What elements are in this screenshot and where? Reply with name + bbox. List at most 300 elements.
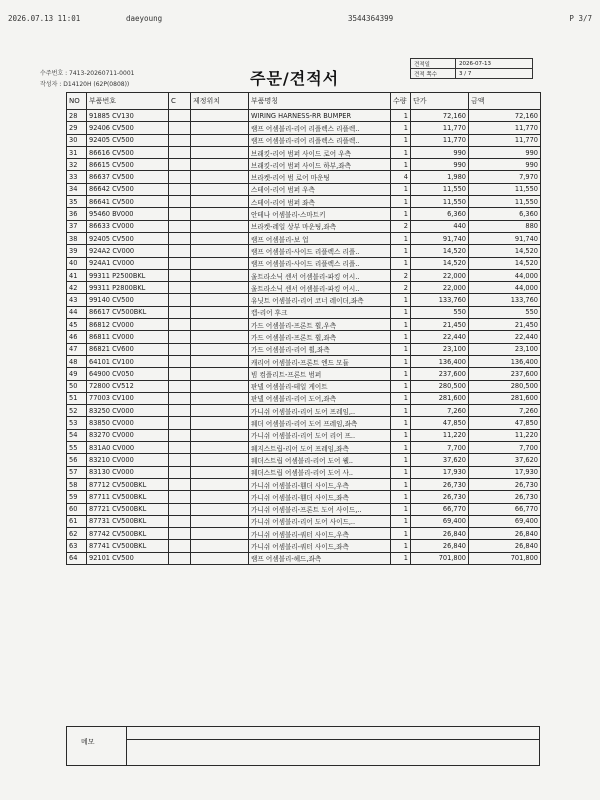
table-row	[67, 478, 541, 490]
row-unit-price: 17,930	[411, 466, 469, 478]
row-amount: 47,850	[469, 417, 541, 429]
row-part-name: 울트라소닉 센서 어셈블리-파킹 어시..	[249, 282, 391, 294]
doc-info	[40, 68, 134, 90]
row-c	[169, 245, 191, 257]
row-qty: 1	[391, 294, 411, 306]
row-unit-price: 237,600	[411, 368, 469, 380]
row-c	[169, 306, 191, 318]
row-unit-price: 7,700	[411, 442, 469, 454]
row-position	[191, 331, 249, 343]
table-row	[67, 196, 541, 208]
row-no: 44	[67, 306, 87, 318]
row-part-number: 64101 CV100	[87, 355, 169, 367]
row-qty: 4	[391, 171, 411, 183]
row-qty: 1	[391, 454, 411, 466]
table-row	[67, 269, 541, 281]
row-part-name: 캡-리어 후크	[249, 306, 391, 318]
row-position	[191, 368, 249, 380]
row-qty: 1	[391, 417, 411, 429]
table-row	[67, 282, 541, 294]
row-qty: 1	[391, 183, 411, 195]
row-position	[191, 171, 249, 183]
row-qty: 1	[391, 159, 411, 171]
row-part-number: 83250 CV000	[87, 405, 169, 417]
table-row	[67, 232, 541, 244]
row-qty: 1	[391, 540, 411, 552]
row-unit-price: 133,760	[411, 294, 469, 306]
row-amount: 44,000	[469, 269, 541, 281]
row-unit-price: 91,740	[411, 232, 469, 244]
row-no: 61	[67, 515, 87, 527]
row-amount: 281,600	[469, 392, 541, 404]
table-row	[67, 306, 541, 318]
row-amount: 72,160	[469, 110, 541, 122]
table-row	[67, 417, 541, 429]
writer: D14120H (62P(0808))	[63, 81, 130, 88]
row-amount: 11,220	[469, 429, 541, 441]
row-no: 62	[67, 528, 87, 540]
row-part-name: 웨더스트립 어셈블리-리어 도어 웰..	[249, 454, 391, 466]
row-c	[169, 282, 191, 294]
row-no: 56	[67, 454, 87, 466]
row-c	[169, 319, 191, 331]
table-row	[67, 528, 541, 540]
row-position	[191, 478, 249, 490]
row-part-number: 99311 P2800BKL	[87, 282, 169, 294]
row-part-name: 가드 어셈블리-프론트 휠,좌측	[249, 331, 391, 343]
table-row	[67, 405, 541, 417]
row-qty: 1	[391, 146, 411, 158]
row-part-number: 83210 CV000	[87, 454, 169, 466]
row-part-number: 99311 P2500BKL	[87, 269, 169, 281]
row-part-number: 87712 CV500BKL	[87, 478, 169, 490]
col-no: NO	[67, 93, 87, 110]
row-c	[169, 294, 191, 306]
row-no: 40	[67, 257, 87, 269]
row-part-name: 램프 어셈블리-리어 리플렉스 리플렉..	[249, 122, 391, 134]
table-row	[67, 319, 541, 331]
row-c	[169, 380, 191, 392]
row-position	[191, 146, 249, 158]
row-part-number: 87741 CV500BKL	[87, 540, 169, 552]
row-unit-price: 440	[411, 220, 469, 232]
row-amount: 7,970	[469, 171, 541, 183]
row-part-number: 86616 CV500	[87, 146, 169, 158]
row-unit-price: 6,360	[411, 208, 469, 220]
row-position	[191, 196, 249, 208]
row-part-number: 86615 CV500	[87, 159, 169, 171]
row-part-number: 86633 CV000	[87, 220, 169, 232]
items-table	[66, 92, 541, 565]
row-no: 36	[67, 208, 87, 220]
row-part-name: 캐리어 어셈블리-프론트 엔드 모듈	[249, 355, 391, 367]
row-no: 37	[67, 220, 87, 232]
row-amount: 17,930	[469, 466, 541, 478]
row-c	[169, 368, 191, 380]
row-amount: 11,770	[469, 134, 541, 146]
table-row	[67, 146, 541, 158]
row-qty: 1	[391, 306, 411, 318]
table-row	[67, 515, 541, 527]
row-c	[169, 232, 191, 244]
row-no: 51	[67, 392, 87, 404]
row-part-name: 램프 어셈블리-헤드,좌측	[249, 552, 391, 564]
row-c	[169, 220, 191, 232]
row-part-name: 가드 어셈블리-프론트 휠,우측	[249, 319, 391, 331]
row-c	[169, 146, 191, 158]
row-c	[169, 208, 191, 220]
row-part-name: 판넬 어셈블리-리어 도어,좌측	[249, 392, 391, 404]
row-unit-price: 26,730	[411, 478, 469, 490]
row-position	[191, 269, 249, 281]
row-c	[169, 159, 191, 171]
row-position	[191, 429, 249, 441]
col-position: 제정위치	[191, 93, 249, 110]
row-unit-price: 26,730	[411, 491, 469, 503]
row-unit-price: 26,840	[411, 540, 469, 552]
row-qty: 1	[391, 319, 411, 331]
row-amount: 11,770	[469, 122, 541, 134]
row-unit-price: 21,450	[411, 319, 469, 331]
row-no: 29	[67, 122, 87, 134]
row-c	[169, 442, 191, 454]
row-no: 52	[67, 405, 87, 417]
row-part-number: 86821 CV600	[87, 343, 169, 355]
row-part-name: 브래킷-리어 범퍼 사이드 로어 우측	[249, 146, 391, 158]
table-row	[67, 257, 541, 269]
row-part-name: 램프 어셈블리-보 업	[249, 232, 391, 244]
row-amount: 22,440	[469, 331, 541, 343]
row-part-name: 가니쉬 어셈블리-휀더 사이드,좌측	[249, 491, 391, 503]
row-amount: 701,800	[469, 552, 541, 564]
row-amount: 26,730	[469, 478, 541, 490]
row-unit-price: 990	[411, 146, 469, 158]
row-position	[191, 220, 249, 232]
meta-box	[410, 58, 533, 79]
memo-divider	[127, 739, 539, 740]
row-qty: 1	[391, 208, 411, 220]
col-c: C	[169, 93, 191, 110]
col-part-number: 부품번호	[87, 93, 169, 110]
row-part-number: 72800 CV512	[87, 380, 169, 392]
row-part-name: 울트라소닉 센서 어셈블리-파킹 어시..	[249, 269, 391, 281]
row-no: 35	[67, 196, 87, 208]
row-qty: 1	[391, 503, 411, 515]
row-part-number: 91885 CV130	[87, 110, 169, 122]
row-position	[191, 515, 249, 527]
row-part-name: 웨더 어셈블리-리어 도어 프레임,좌측	[249, 417, 391, 429]
row-position	[191, 380, 249, 392]
row-position	[191, 134, 249, 146]
row-unit-price: 280,500	[411, 380, 469, 392]
row-unit-price: 69,400	[411, 515, 469, 527]
row-part-number: 83850 CV000	[87, 417, 169, 429]
row-position	[191, 282, 249, 294]
row-position	[191, 392, 249, 404]
row-position	[191, 540, 249, 552]
table-row	[67, 245, 541, 257]
table-row	[67, 171, 541, 183]
row-c	[169, 343, 191, 355]
col-unit-price: 단가	[411, 93, 469, 110]
row-amount: 6,360	[469, 208, 541, 220]
row-amount: 237,600	[469, 368, 541, 380]
row-unit-price: 550	[411, 306, 469, 318]
row-amount: 23,100	[469, 343, 541, 355]
row-qty: 1	[391, 491, 411, 503]
row-unit-price: 14,520	[411, 245, 469, 257]
row-qty: 1	[391, 380, 411, 392]
row-qty: 1	[391, 528, 411, 540]
row-amount: 7,260	[469, 405, 541, 417]
table-row	[67, 110, 541, 122]
order-no-label: 수주번호 :	[40, 70, 68, 77]
row-no: 34	[67, 183, 87, 195]
row-c	[169, 331, 191, 343]
row-part-number: 86812 CV000	[87, 319, 169, 331]
row-part-name: 빔 컴플리트-프론트 범퍼	[249, 368, 391, 380]
row-c	[169, 171, 191, 183]
row-no: 64	[67, 552, 87, 564]
row-no: 39	[67, 245, 87, 257]
table-row	[67, 392, 541, 404]
row-unit-price: 14,520	[411, 257, 469, 269]
row-amount: 37,620	[469, 454, 541, 466]
row-part-number: 86642 CV500	[87, 183, 169, 195]
table-row	[67, 368, 541, 380]
row-c	[169, 491, 191, 503]
row-unit-price: 66,770	[411, 503, 469, 515]
row-no: 33	[67, 171, 87, 183]
row-c	[169, 540, 191, 552]
row-c	[169, 515, 191, 527]
row-part-number: 924A2 CV000	[87, 245, 169, 257]
table-row	[67, 454, 541, 466]
row-c	[169, 122, 191, 134]
row-no: 42	[67, 282, 87, 294]
row-position	[191, 491, 249, 503]
row-part-name: 웨지스트립-리어 도어 프레임,좌측	[249, 442, 391, 454]
table-row	[67, 380, 541, 392]
row-no: 43	[67, 294, 87, 306]
row-part-number: 86641 CV500	[87, 196, 169, 208]
row-unit-price: 11,550	[411, 183, 469, 195]
row-position	[191, 503, 249, 515]
order-no: 7413-20260711-0001	[69, 70, 135, 77]
row-amount: 14,520	[469, 257, 541, 269]
memo-label: 메모	[67, 727, 127, 765]
table-row	[67, 466, 541, 478]
row-position	[191, 306, 249, 318]
row-no: 48	[67, 355, 87, 367]
table-row	[67, 540, 541, 552]
row-part-number: 86617 CV500BKL	[87, 306, 169, 318]
row-unit-price: 23,100	[411, 343, 469, 355]
table-row	[67, 442, 541, 454]
row-part-number: 83270 CV000	[87, 429, 169, 441]
col-part-name: 부품명칭	[249, 93, 391, 110]
table-row	[67, 294, 541, 306]
row-no: 31	[67, 146, 87, 158]
row-unit-price: 11,550	[411, 196, 469, 208]
row-part-name: 안테나 어셈블리-스마트키	[249, 208, 391, 220]
row-part-number: 64900 CV050	[87, 368, 169, 380]
table-row	[67, 491, 541, 503]
row-qty: 1	[391, 478, 411, 490]
row-position	[191, 552, 249, 564]
row-qty: 1	[391, 343, 411, 355]
meta-value: 2026-07-13	[456, 59, 533, 69]
row-no: 30	[67, 134, 87, 146]
row-qty: 1	[391, 466, 411, 478]
row-part-number: 87721 CV500BKL	[87, 503, 169, 515]
row-part-number: 92101 CV500	[87, 552, 169, 564]
table-row	[67, 343, 541, 355]
row-c	[169, 466, 191, 478]
row-part-number: 87731 CV500BKL	[87, 515, 169, 527]
table-row	[67, 220, 541, 232]
row-qty: 1	[391, 257, 411, 269]
row-no: 57	[67, 466, 87, 478]
row-amount: 990	[469, 159, 541, 171]
row-part-name: 가니쉬 어셈블리-리어 도어 리어 프..	[249, 429, 391, 441]
row-part-name: 가니쉬 어셈블리-쿼터 사이드,우측	[249, 528, 391, 540]
row-no: 49	[67, 368, 87, 380]
row-unit-price: 1,980	[411, 171, 469, 183]
row-position	[191, 257, 249, 269]
row-no: 60	[67, 503, 87, 515]
row-unit-price: 22,440	[411, 331, 469, 343]
row-amount: 11,550	[469, 183, 541, 195]
row-amount: 550	[469, 306, 541, 318]
row-amount: 11,550	[469, 196, 541, 208]
row-c	[169, 405, 191, 417]
row-qty: 1	[391, 368, 411, 380]
row-no: 38	[67, 232, 87, 244]
row-part-name: 램프 어셈블리-사이드 리플렉스 리플..	[249, 245, 391, 257]
row-c	[169, 417, 191, 429]
table-row	[67, 355, 541, 367]
row-c	[169, 183, 191, 195]
row-unit-price: 47,850	[411, 417, 469, 429]
row-position	[191, 110, 249, 122]
row-position	[191, 122, 249, 134]
row-position	[191, 183, 249, 195]
row-position	[191, 159, 249, 171]
row-no: 46	[67, 331, 87, 343]
row-unit-price: 22,000	[411, 282, 469, 294]
table-row	[67, 552, 541, 564]
meta-key: 견적 쪽수	[411, 69, 456, 79]
row-qty: 2	[391, 282, 411, 294]
row-c	[169, 269, 191, 281]
row-part-number: 86637 CV500	[87, 171, 169, 183]
row-amount: 280,500	[469, 380, 541, 392]
row-amount: 7,700	[469, 442, 541, 454]
row-part-number: 87742 CV500BKL	[87, 528, 169, 540]
row-unit-price: 281,600	[411, 392, 469, 404]
row-part-number: 92405 CV500	[87, 232, 169, 244]
row-c	[169, 454, 191, 466]
row-qty: 1	[391, 232, 411, 244]
row-part-name: 브래킷-리어 범퍼 사이드 하부,좌측	[249, 159, 391, 171]
row-unit-price: 7,260	[411, 405, 469, 417]
row-position	[191, 319, 249, 331]
row-part-number: 92405 CV500	[87, 134, 169, 146]
col-qty: 수량	[391, 93, 411, 110]
row-qty: 1	[391, 134, 411, 146]
row-qty: 1	[391, 552, 411, 564]
row-part-name: 유닛트 어셈블리-리어 코너 레이더,좌측	[249, 294, 391, 306]
row-unit-price: 990	[411, 159, 469, 171]
fax-sender: daeyoung	[126, 14, 163, 23]
row-part-name: 가니쉬 어셈블리-쿼터 사이드,좌측	[249, 540, 391, 552]
row-qty: 1	[391, 355, 411, 367]
row-part-name: 스테이-리어 범퍼 우측	[249, 183, 391, 195]
row-amount: 91,740	[469, 232, 541, 244]
row-part-name: 램프 어셈블리-사이드 리플렉스 리플..	[249, 257, 391, 269]
row-amount: 14,520	[469, 245, 541, 257]
table-row	[67, 122, 541, 134]
row-amount: 880	[469, 220, 541, 232]
row-qty: 1	[391, 442, 411, 454]
row-qty: 2	[391, 269, 411, 281]
row-c	[169, 478, 191, 490]
row-position	[191, 208, 249, 220]
row-position	[191, 343, 249, 355]
row-unit-price: 72,160	[411, 110, 469, 122]
row-amount: 21,450	[469, 319, 541, 331]
row-c	[169, 257, 191, 269]
row-qty: 1	[391, 429, 411, 441]
row-amount: 26,840	[469, 528, 541, 540]
row-position	[191, 294, 249, 306]
row-unit-price: 11,770	[411, 134, 469, 146]
table-row	[67, 134, 541, 146]
row-part-number: 95460 BV000	[87, 208, 169, 220]
row-part-number: 87711 CV500BKL	[87, 491, 169, 503]
memo-box	[66, 726, 540, 766]
row-unit-price: 11,220	[411, 429, 469, 441]
row-qty: 1	[391, 392, 411, 404]
meta-key: 견적일	[411, 59, 456, 69]
row-part-name: 가드 어셈블리-리어 휠,좌측	[249, 343, 391, 355]
row-c	[169, 528, 191, 540]
row-no: 58	[67, 478, 87, 490]
row-qty: 1	[391, 122, 411, 134]
row-amount: 990	[469, 146, 541, 158]
row-qty: 1	[391, 196, 411, 208]
row-part-number: 86811 CV000	[87, 331, 169, 343]
row-c	[169, 503, 191, 515]
row-position	[191, 528, 249, 540]
fax-header	[8, 14, 592, 26]
table-row	[67, 331, 541, 343]
table-row	[67, 159, 541, 171]
row-part-number: 924A1 CV000	[87, 257, 169, 269]
row-c	[169, 392, 191, 404]
row-unit-price: 136,400	[411, 355, 469, 367]
row-amount: 69,400	[469, 515, 541, 527]
row-part-name: 가니쉬 어셈블리-리어 도어 프레임,..	[249, 405, 391, 417]
row-position	[191, 454, 249, 466]
table-row	[67, 208, 541, 220]
meta-value: 3 / 7	[456, 69, 533, 79]
row-part-name: 가니쉬 어셈블리-휀더 사이드,우측	[249, 478, 391, 490]
row-part-name: 브라켓-레일 상부 마운팅,좌측	[249, 220, 391, 232]
row-qty: 2	[391, 220, 411, 232]
row-no: 32	[67, 159, 87, 171]
